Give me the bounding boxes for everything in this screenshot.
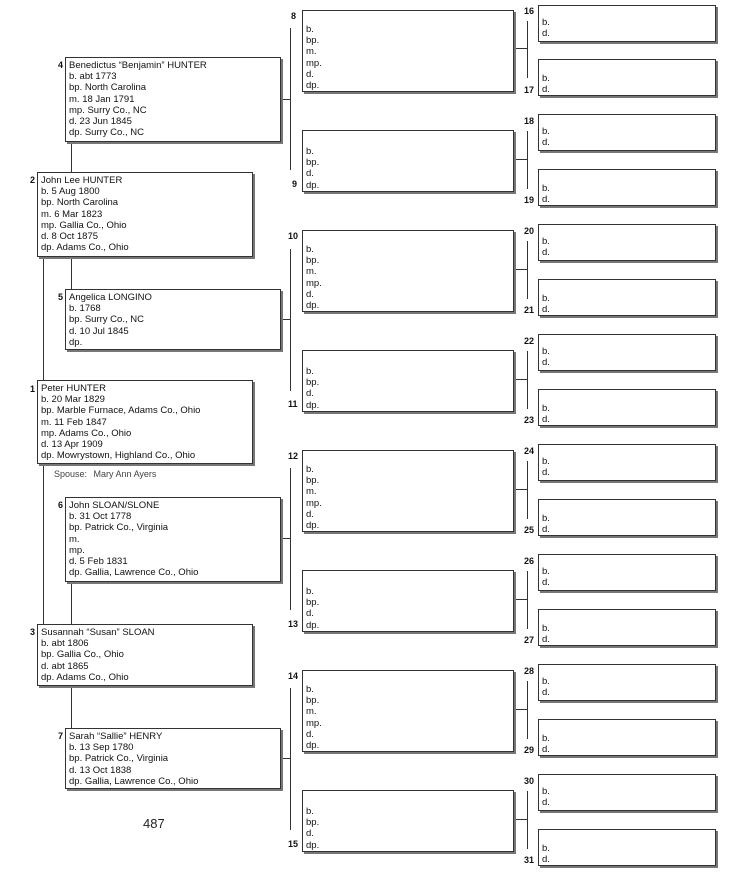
- person-fact: d. 23 Jun 1845: [69, 116, 132, 128]
- person-14: [302, 670, 514, 752]
- person-21: [538, 279, 716, 316]
- person-fact: dp. Adams Co., Ohio: [41, 671, 129, 683]
- person-fact: d.: [542, 194, 550, 206]
- person-fact: b. 20 Mar 1829: [41, 394, 105, 406]
- person-fact: dp. Gallia, Lawrence Co., Ohio: [69, 567, 199, 579]
- person-fact: b.: [542, 456, 550, 467]
- person-16: [538, 5, 716, 42]
- connector-7-stub: [281, 758, 290, 759]
- person-fact: b.: [542, 236, 550, 247]
- person-number: 7: [58, 731, 64, 741]
- person-fact: b. 5 Aug 1800: [41, 186, 100, 198]
- person-fact: m.: [306, 46, 317, 58]
- person-number: 15: [288, 839, 299, 849]
- person-fact: d. abt 1865: [41, 660, 89, 672]
- person-name: Sarah “Sallie” HENRY: [69, 731, 163, 742]
- person-fact: d.: [542, 797, 550, 809]
- person-fact: b.: [542, 126, 550, 137]
- person-2: [37, 172, 253, 257]
- person-number: 10: [288, 231, 299, 241]
- person-fact: m.: [306, 706, 317, 718]
- person-fact: b. 31 Oct 1778: [69, 511, 132, 523]
- person-fact: d.: [542, 744, 550, 756]
- person-6: [65, 497, 281, 582]
- person-fact: dp. Mowrystown, Highland Co., Ohio: [41, 450, 196, 462]
- person-fact: bp.: [306, 35, 320, 47]
- person-fact: b.: [542, 513, 550, 524]
- person-name: Susannah “Susan” SLOAN: [41, 627, 155, 638]
- person-fact: d. 8 Oct 1875: [41, 231, 99, 243]
- person-13: [302, 570, 514, 632]
- connector-7-parents: [290, 688, 291, 830]
- person-fact: m.: [306, 486, 317, 498]
- person-fact: mp.: [306, 277, 322, 289]
- person-fact: dp.: [306, 80, 320, 92]
- person-number: 5: [58, 292, 64, 302]
- person-fact: d.: [542, 687, 550, 699]
- person-number: 21: [524, 305, 535, 315]
- person-fact: b.: [306, 146, 314, 157]
- person-fact: b.: [542, 786, 550, 797]
- person-number: 27: [524, 635, 535, 645]
- person-fact: mp.: [306, 717, 322, 729]
- person-19: [538, 169, 716, 206]
- person-number: 24: [524, 446, 535, 456]
- person-17: [538, 59, 716, 96]
- person-fact: bp.: [306, 817, 320, 829]
- connector-11-parents: [527, 351, 528, 409]
- connector-13-stub: [514, 599, 528, 600]
- page-number: 487: [143, 816, 165, 831]
- person-fact: bp.: [306, 597, 320, 609]
- person-number: 31: [524, 855, 535, 865]
- person-fact: d.: [306, 828, 314, 840]
- person-number: 19: [524, 195, 535, 205]
- person-1: [37, 380, 253, 464]
- person-fact: bp. Surry Co., NC: [69, 314, 144, 326]
- person-number: 26: [524, 556, 535, 566]
- person-fact: m. 18 Jan 1791: [69, 93, 135, 105]
- connector-15-parents: [527, 791, 528, 849]
- person-fact: b.: [542, 623, 550, 634]
- person-fact: b.: [542, 183, 550, 194]
- person-fact: d.: [542, 247, 550, 259]
- person-fact: b.: [306, 586, 314, 597]
- person-fact: b. 1768: [69, 303, 101, 315]
- person-number: 30: [524, 776, 535, 786]
- person-fact: m. 11 Feb 1847: [41, 416, 107, 428]
- person-fact: d.: [306, 68, 314, 80]
- person-fact: dp.: [306, 839, 320, 851]
- person-fact: b. abt 1773: [69, 71, 117, 83]
- person-fact: mp. Surry Co., NC: [69, 104, 147, 116]
- person-number: 22: [524, 336, 535, 346]
- connector-12-parents: [527, 461, 528, 519]
- person-fact: d.: [542, 524, 550, 536]
- person-7: [65, 728, 281, 789]
- person-8: [302, 10, 514, 92]
- person-fact: d.: [542, 28, 550, 40]
- person-23: [538, 389, 716, 426]
- person-fact: d.: [542, 854, 550, 866]
- person-3: [37, 624, 253, 686]
- person-fact: b.: [542, 566, 550, 577]
- spouse-note: [54, 469, 156, 479]
- person-fact: m.: [69, 533, 80, 545]
- person-fact: dp.: [306, 740, 320, 752]
- person-29: [538, 719, 716, 756]
- connector-9-stub: [514, 159, 528, 160]
- person-fact: b.: [542, 676, 550, 687]
- person-number: 28: [524, 666, 535, 676]
- person-number: 25: [524, 525, 535, 535]
- connector-11-stub: [514, 379, 528, 380]
- connector-8-parents: [527, 21, 528, 78]
- person-fact: m. 6 Mar 1823: [41, 208, 103, 220]
- person-fact: dp.: [306, 619, 320, 631]
- person-fact: d.: [542, 577, 550, 589]
- person-22: [538, 334, 716, 371]
- connector-6-parents: [290, 468, 291, 610]
- person-fact: b. abt 1806: [41, 638, 89, 650]
- person-fact: b.: [542, 17, 550, 28]
- connector-6-stub: [281, 538, 290, 539]
- person-fact: b.: [306, 244, 314, 255]
- person-name: Benedictus “Benjamin” HUNTER: [69, 60, 207, 71]
- person-number: 20: [524, 226, 535, 236]
- person-fact: d. 5 Feb 1831: [69, 556, 128, 568]
- person-name: John Lee HUNTER: [41, 175, 123, 186]
- person-12: [302, 450, 514, 532]
- connector-9-parents: [527, 131, 528, 189]
- connector-13-parents: [527, 571, 528, 629]
- person-fact: bp.: [306, 695, 320, 707]
- connector-1-2: [43, 257, 44, 386]
- spouse-name: Mary Ann Ayers: [93, 469, 157, 479]
- connector-4-stub: [281, 99, 290, 100]
- person-fact: d.: [306, 728, 314, 740]
- connector-2-4: [71, 142, 72, 174]
- person-fact: bp. North Carolina: [41, 197, 119, 209]
- person-fact: bp.: [306, 157, 320, 169]
- person-number: 6: [58, 500, 64, 510]
- person-fact: d.: [542, 467, 550, 479]
- person-fact: d.: [542, 84, 550, 96]
- person-fact: d.: [306, 168, 314, 180]
- person-number: 9: [292, 179, 298, 189]
- person-fact: dp.: [306, 520, 320, 532]
- person-fact: b. 13 Sep 1780: [69, 742, 134, 754]
- person-9: [302, 130, 514, 192]
- person-name: Angelica LONGINO: [69, 292, 152, 303]
- person-number: 4: [58, 60, 64, 70]
- person-fact: b.: [542, 733, 550, 744]
- connector-10-stub: [514, 269, 528, 270]
- person-number: 3: [30, 627, 36, 637]
- person-fact: dp. Gallia, Lawrence Co., Ohio: [69, 775, 199, 787]
- person-28: [538, 664, 716, 701]
- person-fact: mp.: [306, 57, 322, 69]
- person-fact: mp.: [306, 497, 322, 509]
- person-24: [538, 444, 716, 481]
- person-10: [302, 230, 514, 312]
- person-fact: dp.: [306, 179, 320, 191]
- person-fact: d.: [542, 137, 550, 149]
- person-fact: d.: [542, 304, 550, 316]
- person-name: Peter HUNTER: [41, 383, 106, 394]
- person-number: 2: [30, 175, 36, 185]
- person-fact: d. 13 Apr 1909: [41, 439, 103, 451]
- person-fact: bp. Gallia Co., Ohio: [41, 649, 124, 661]
- person-fact: bp. North Carolina: [69, 82, 147, 94]
- person-15: [302, 790, 514, 852]
- connector-15-stub: [514, 819, 528, 820]
- person-fact: dp.: [306, 300, 320, 312]
- person-fact: d.: [542, 634, 550, 646]
- person-fact: mp.: [69, 544, 85, 556]
- person-fact: b.: [542, 293, 550, 304]
- person-fact: dp. Adams Co., Ohio: [41, 242, 129, 254]
- person-number: 11: [288, 399, 298, 409]
- person-number: 23: [524, 415, 535, 425]
- person-fact: d. 13 Oct 1838: [69, 764, 132, 776]
- person-fact: b.: [542, 843, 550, 854]
- person-fact: b.: [542, 346, 550, 357]
- person-5: [65, 289, 281, 350]
- person-25: [538, 499, 716, 536]
- person-4: [65, 57, 281, 142]
- person-number: 16: [524, 6, 535, 16]
- person-fact: bp.: [306, 475, 320, 487]
- person-fact: bp. Patrick Co., Virginia: [69, 522, 169, 534]
- person-number: 1: [30, 384, 36, 394]
- person-fact: mp. Adams Co., Ohio: [41, 427, 132, 439]
- connector-5-parents: [290, 249, 291, 391]
- person-number: 13: [288, 619, 299, 629]
- person-number: 18: [524, 116, 535, 126]
- person-fact: b.: [306, 24, 314, 35]
- person-fact: d. 10 Jul 1845: [69, 325, 129, 337]
- person-fact: d.: [542, 357, 550, 369]
- person-fact: b.: [542, 403, 550, 414]
- person-fact: d.: [542, 414, 550, 426]
- person-fact: b.: [306, 806, 314, 817]
- person-fact: dp.: [69, 336, 83, 348]
- person-fact: bp. Marble Furnace, Adams Co., Ohio: [41, 405, 201, 417]
- person-fact: bp. Patrick Co., Virginia: [69, 753, 169, 765]
- person-18: [538, 114, 716, 151]
- connector-10-parents: [527, 241, 528, 299]
- person-fact: b.: [306, 366, 314, 377]
- person-fact: bp.: [306, 377, 320, 389]
- person-fact: bp.: [306, 255, 320, 267]
- connector-1-3: [43, 462, 44, 628]
- connector-14-stub: [514, 709, 528, 710]
- connector-8-stub: [514, 48, 528, 49]
- person-fact: dp. Surry Co., NC: [69, 127, 144, 139]
- person-27: [538, 609, 716, 646]
- person-31: [538, 829, 716, 866]
- person-11: [302, 350, 514, 412]
- person-fact: dp.: [306, 399, 320, 411]
- person-number: 14: [288, 671, 299, 681]
- person-20: [538, 224, 716, 261]
- person-fact: d.: [306, 388, 314, 400]
- person-fact: mp. Gallia Co., Ohio: [41, 219, 127, 231]
- connector-3-7: [71, 686, 72, 728]
- spouse-label: Spouse:: [54, 469, 88, 479]
- person-fact: b.: [542, 73, 550, 84]
- person-fact: d.: [306, 608, 314, 620]
- person-fact: d.: [306, 508, 314, 520]
- connector-14-parents: [527, 681, 528, 739]
- person-26: [538, 554, 716, 591]
- person-30: [538, 774, 716, 811]
- person-number: 17: [524, 85, 535, 95]
- person-fact: b.: [306, 684, 314, 695]
- person-number: 29: [524, 745, 535, 755]
- connector-5-stub: [281, 319, 290, 320]
- connector-12-stub: [514, 489, 528, 490]
- person-name: John SLOAN/SLONE: [69, 500, 160, 511]
- person-fact: m.: [306, 266, 317, 278]
- person-number: 8: [291, 11, 297, 21]
- person-fact: b.: [306, 464, 314, 475]
- connector-2-5: [71, 257, 72, 289]
- person-number: 12: [288, 451, 299, 461]
- connector-4-parents: [290, 28, 291, 170]
- connector-3-6: [71, 582, 72, 625]
- person-fact: d.: [306, 288, 314, 300]
